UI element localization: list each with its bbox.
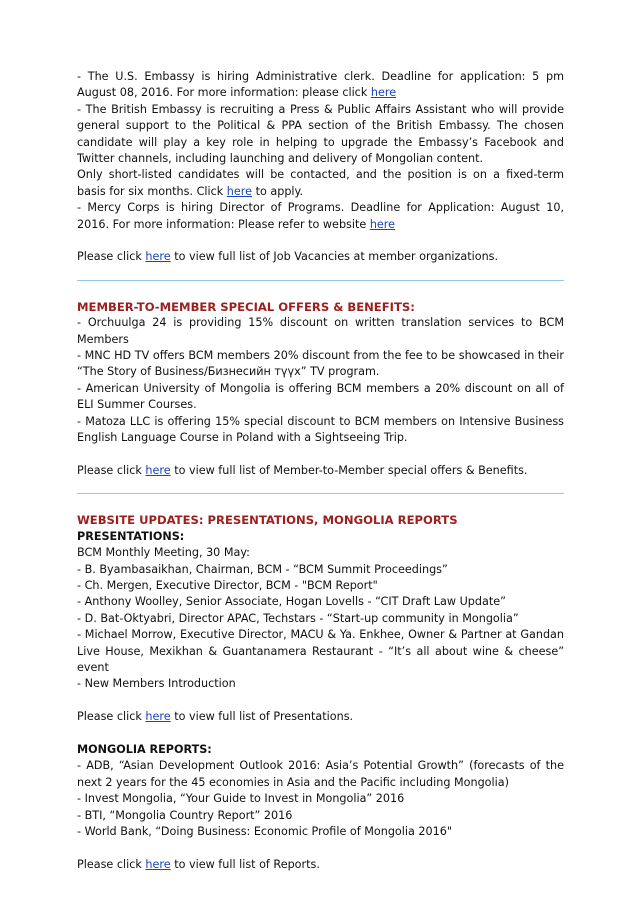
shortlist-note: Only short-listed candidates will be contacted, and the position is on a fixed-term basis for six months. Click here to apply. — [77, 168, 564, 198]
list-item: - Invest Mongolia, “Your Guide to Invest in Mongolia” 2016 — [77, 792, 405, 806]
section-divider — [77, 280, 564, 281]
list-item: - Matoza LLC is offering 15% special discount to BCM members on Intensive Business English Language Course in Poland with a Sightseeing Trip. — [77, 414, 564, 445]
section-title: WEBSITE UPDATES: PRESENTATIONS, MONGOLIA REPORTS — [77, 513, 458, 528]
offers-link[interactable]: here — [145, 463, 171, 477]
list-item: - B. Byambasaikhan, Chairman, BCM - “BCM Summit Proceedings” — [77, 562, 448, 576]
list-item: - American University of Mongolia is offering BCM members a 20% discount on all of ELI Summer Courses. — [77, 381, 564, 412]
list-item: - BTI, “Mongolia Country Report” 2016 — [77, 808, 293, 822]
section-title: MEMBER-TO-MEMBER SPECIAL OFFERS & BENEFITS: — [77, 299, 415, 314]
list-item: - D. Bat-Oktyabri, Director APAC, Techstars - “Start-up community in Mongolia” — [77, 611, 519, 625]
list-item: - New Members Introduction — [77, 677, 236, 691]
apply-link[interactable]: here — [226, 184, 253, 198]
us-embassy-link[interactable]: here — [370, 86, 397, 100]
job-vacancies-footer: Please click here to view full list of Job Vacancies at member organizations. — [77, 250, 499, 264]
spacer — [77, 726, 564, 742]
spacer — [77, 693, 564, 709]
list-item: - ADB, “Asian Development Outlook 2016: Asia’s Potential Growth” (forecasts of the next 2 years for the 45 economies in Asia and the Pacific including Mongolia) — [77, 759, 564, 789]
newsletter-content — [77, 69, 564, 873]
job-vacancies-link[interactable]: here — [145, 250, 171, 264]
spacer — [77, 840, 564, 856]
reports-heading: MONGOLIA REPORTS: — [77, 742, 212, 756]
list-item: - World Bank, “Doing Business: Economic Profile of Mongolia 2016" — [77, 825, 453, 838]
presentations-heading: PRESENTATIONS: — [77, 529, 185, 543]
presentations-link[interactable]: here — [145, 710, 171, 724]
reports-footer: Please click here to view full list of Reports. — [77, 857, 320, 871]
list-item: - Anthony Woolley, Senior Associate, Hogan Lovells - “CIT Draft Law Update” — [77, 595, 506, 609]
job-vacancies-section — [77, 69, 564, 266]
offers-footer: Please click here to view full list of Member-to-Member special offers & Benefits. — [77, 463, 528, 477]
presentations-footer: Please click here to view full list of Presentations. — [77, 710, 354, 724]
spacer — [77, 233, 564, 249]
us-embassy-item: - The U.S. Embassy is hiring Administrative clerk. Deadline for application: 5 pm August 08, 2016. For more information: please click here — [77, 70, 564, 100]
meeting-label: BCM Monthly Meeting, 30 May: — [77, 546, 250, 560]
mercy-corps-item: - Mercy Corps is hiring Director of Programs. Deadline for Application: August 10, 2016. For more information: Please refer to website here — [77, 201, 564, 231]
section-divider — [77, 493, 564, 494]
spacer — [77, 447, 564, 463]
list-item: - Orchuulga 24 is providing 15% discount on written translation services to BCM Members — [77, 316, 564, 346]
reports-link[interactable]: here — [145, 857, 171, 871]
member-offers-section — [77, 299, 564, 479]
list-item: - MNC HD TV offers BCM members 20% discount from the fee to be showcased in their “The Story of Business/Бизнесийн түүх” TV program. — [77, 349, 564, 379]
british-embassy-item: - The British Embassy is recruiting a Press & Public Affairs Assistant who will provide general support to the Political & PPA section of the British Embassy. The chosen candidate will play a key role in helping to upgrade the Embassy’s Facebook and Twitter channels, including launching and delivery of Mongolian content. — [77, 102, 564, 166]
website-updates-section — [77, 512, 564, 873]
list-item: - Michael Morrow, Executive Director, MACU & Ya. Enkhee, Owner & Partner at Gandan Live House, Mexikhan & Guantanamera Restaurant - “It’s all about wine & cheese” event — [77, 628, 564, 674]
list-item: - Ch. Mergen, Executive Director, BCM - "BCM Report" — [77, 578, 378, 592]
mercy-corps-link[interactable]: here — [369, 217, 396, 231]
